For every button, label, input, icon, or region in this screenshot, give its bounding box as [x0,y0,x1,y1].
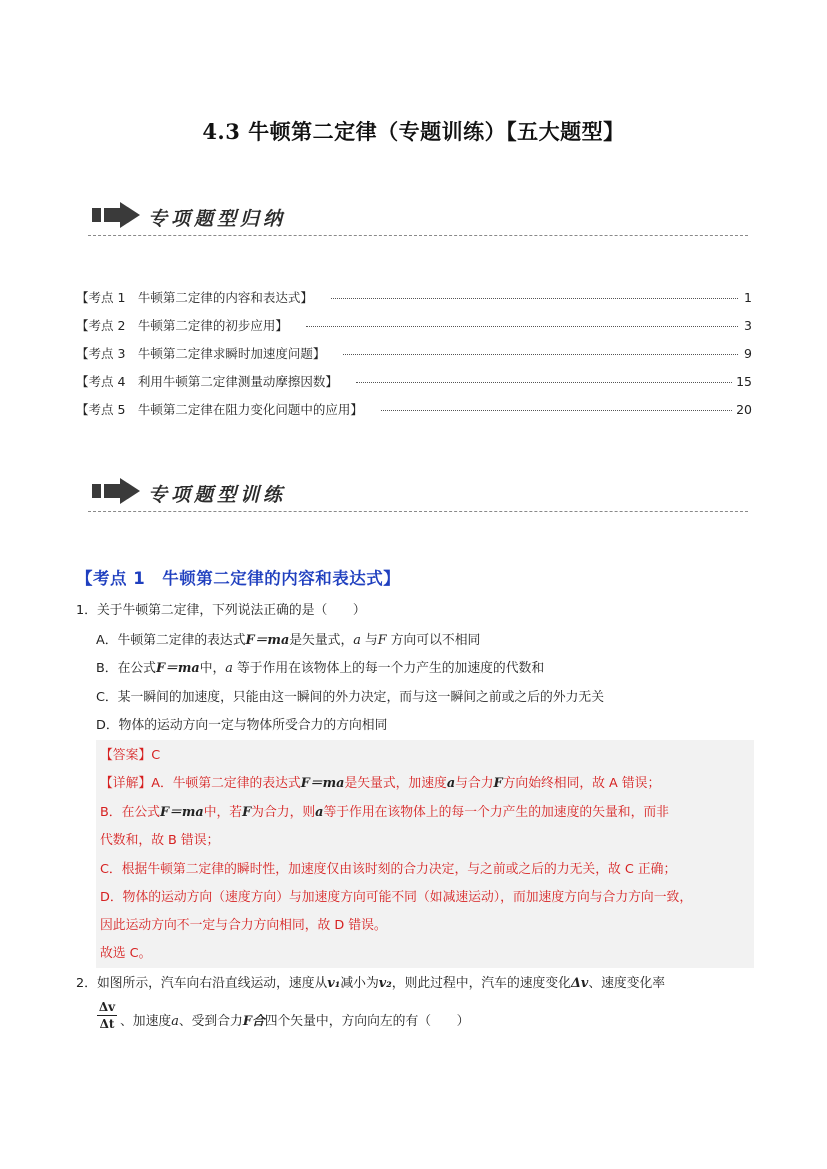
toc-entry[interactable] [76,288,752,316]
toc-page: 15 [736,374,752,389]
explanation-text: 中，若 [203,805,243,820]
toc-label: 【考点 3 牛顿第二定律求瞬时加速度问题】 [76,346,326,361]
explanation-line: C．根据牛顿第二定律的瞬时性，加速度仅由该时刻的合力决定，与之前或之后的力无关，故 C 正确； [100,862,677,877]
fraction-numerator: Δv [98,1000,116,1014]
toc-page: 3 [744,318,752,333]
fraction-denominator: Δt [99,1017,115,1031]
toc-entry[interactable] [76,316,752,344]
dashed-divider [88,511,748,512]
variable: a [171,1014,179,1029]
fraction-bar [97,1015,117,1016]
variable: F [377,633,387,648]
explanation-text: 与合力 [455,776,494,791]
section-heading: 【考点 1 牛顿第二定律的内容和表达式】 [76,569,401,588]
variable: Δv [570,976,589,991]
banner-title: 专项题型训练 [148,484,287,506]
answer-label: 【答案】C [100,748,161,763]
toc-page: 9 [744,346,752,361]
toc-label: 【考点 1 牛顿第二定律的内容和表达式】 [76,290,313,305]
question-text: 2．如图所示，汽车向右沿直线运动，速度从 [76,976,328,991]
question-1-stem [76,599,366,618]
variable: a [353,633,361,648]
toc-label: 【考点 2 牛顿第二定律的初步应用】 [76,318,288,333]
question-text: ，则此过程中，汽车的速度变化 [391,976,571,991]
question-1-option-c[interactable] [96,686,604,705]
explanation-text: 是矢量式，加速度 [344,776,447,791]
arrow-right-icon [92,202,142,228]
explanation-line [100,801,669,820]
variable: v₂ [378,976,392,991]
explanation-text: 等于作用在该物体上的每一个力产生的加速度的矢量和，而非 [323,805,669,820]
toc-page: 1 [744,290,752,305]
question-text: 、速度变化率 [588,976,666,991]
page-title: 4.3 牛顿第二定律（专题训练）【五大题型】 [202,119,625,144]
option-text: 与 [360,633,378,648]
explanation-text: 方向始终相同，故 A 错误； [502,776,661,791]
question-1-option-b[interactable] [96,657,544,676]
variable: F合 [242,1014,265,1029]
section-banner-training [88,474,748,514]
question-text: 、加速度 [120,1014,172,1029]
variable: a [225,661,233,676]
toc-label: 【考点 4 利用牛顿第二定律测量动摩擦因数】 [76,374,338,389]
explanation-line [100,772,660,791]
variable: v₁ [327,976,341,991]
toc-leader [356,372,732,383]
formula: F＝ma [159,805,204,820]
explanation-line: 代数和，故 B 错误； [100,833,220,848]
variable: a [315,805,324,820]
option-text: 是矢量式， [289,633,354,648]
table-of-contents [76,288,752,428]
variable: F [242,805,252,820]
question-2-stem [76,972,665,991]
section-banner-summary [88,198,748,238]
toc-entry[interactable] [76,400,752,428]
variable: a [446,776,456,791]
question-text: 1．关于牛顿第二定律，下列说法正确的是（ ） [76,603,366,618]
formula: F＝ma [245,633,290,648]
question-text: 减小为 [340,976,379,991]
toc-entry[interactable] [76,344,752,372]
option-text: A．牛顿第二定律的表达式 [96,633,246,648]
arrow-right-icon [92,478,142,504]
explanation-line: 故选 C。 [100,946,152,961]
question-2-stem-line2 [120,1010,469,1029]
explanation-text: 为合力，则 [251,805,316,820]
option-text: 方向可以不相同 [386,633,481,648]
banner-title: 专项题型归纳 [148,208,287,230]
fraction-dv-dt [97,1000,117,1031]
dashed-divider [88,235,748,236]
toc-page: 20 [736,402,752,417]
explanation-line: D．物体的运动方向（速度方向）与加速度方向可能不同（如减速运动），而加速度方向与合力方向一致， [100,890,693,905]
question-1-option-a[interactable] [96,629,480,648]
option-text: D．物体的运动方向一定与物体所受合力的方向相同 [96,718,388,733]
explanation-line: 因此运动方向不一定与合力方向相同，故 D 错误。 [100,918,387,933]
toc-leader [343,344,738,355]
option-text: C．某一瞬间的加速度，只能由这一瞬间的外力决定，而与这一瞬间之前或之后的外力无关 [96,690,605,705]
toc-entry[interactable] [76,372,752,400]
question-text: 四个矢量中，方向向左的有（ ） [264,1014,470,1029]
variable: F [493,776,503,791]
question-text: 、受到合力 [178,1014,243,1029]
toc-leader [381,400,732,411]
option-text: 等于作用在该物体上的每一个力产生的加速度的代数和 [232,661,545,676]
explanation-text: 【详解】A．牛顿第二定律的表达式 [100,776,301,791]
explanation-text: B．在公式 [100,805,160,820]
toc-leader [331,288,738,299]
option-text: B．在公式 [96,661,156,676]
toc-leader [306,316,738,327]
formula: F＝ma [155,661,200,676]
option-text: 中， [199,661,226,676]
question-1-option-d[interactable] [96,714,387,733]
formula: F＝ma [300,776,345,791]
toc-label: 【考点 5 牛顿第二定律在阻力变化问题中的应用】 [76,402,363,417]
